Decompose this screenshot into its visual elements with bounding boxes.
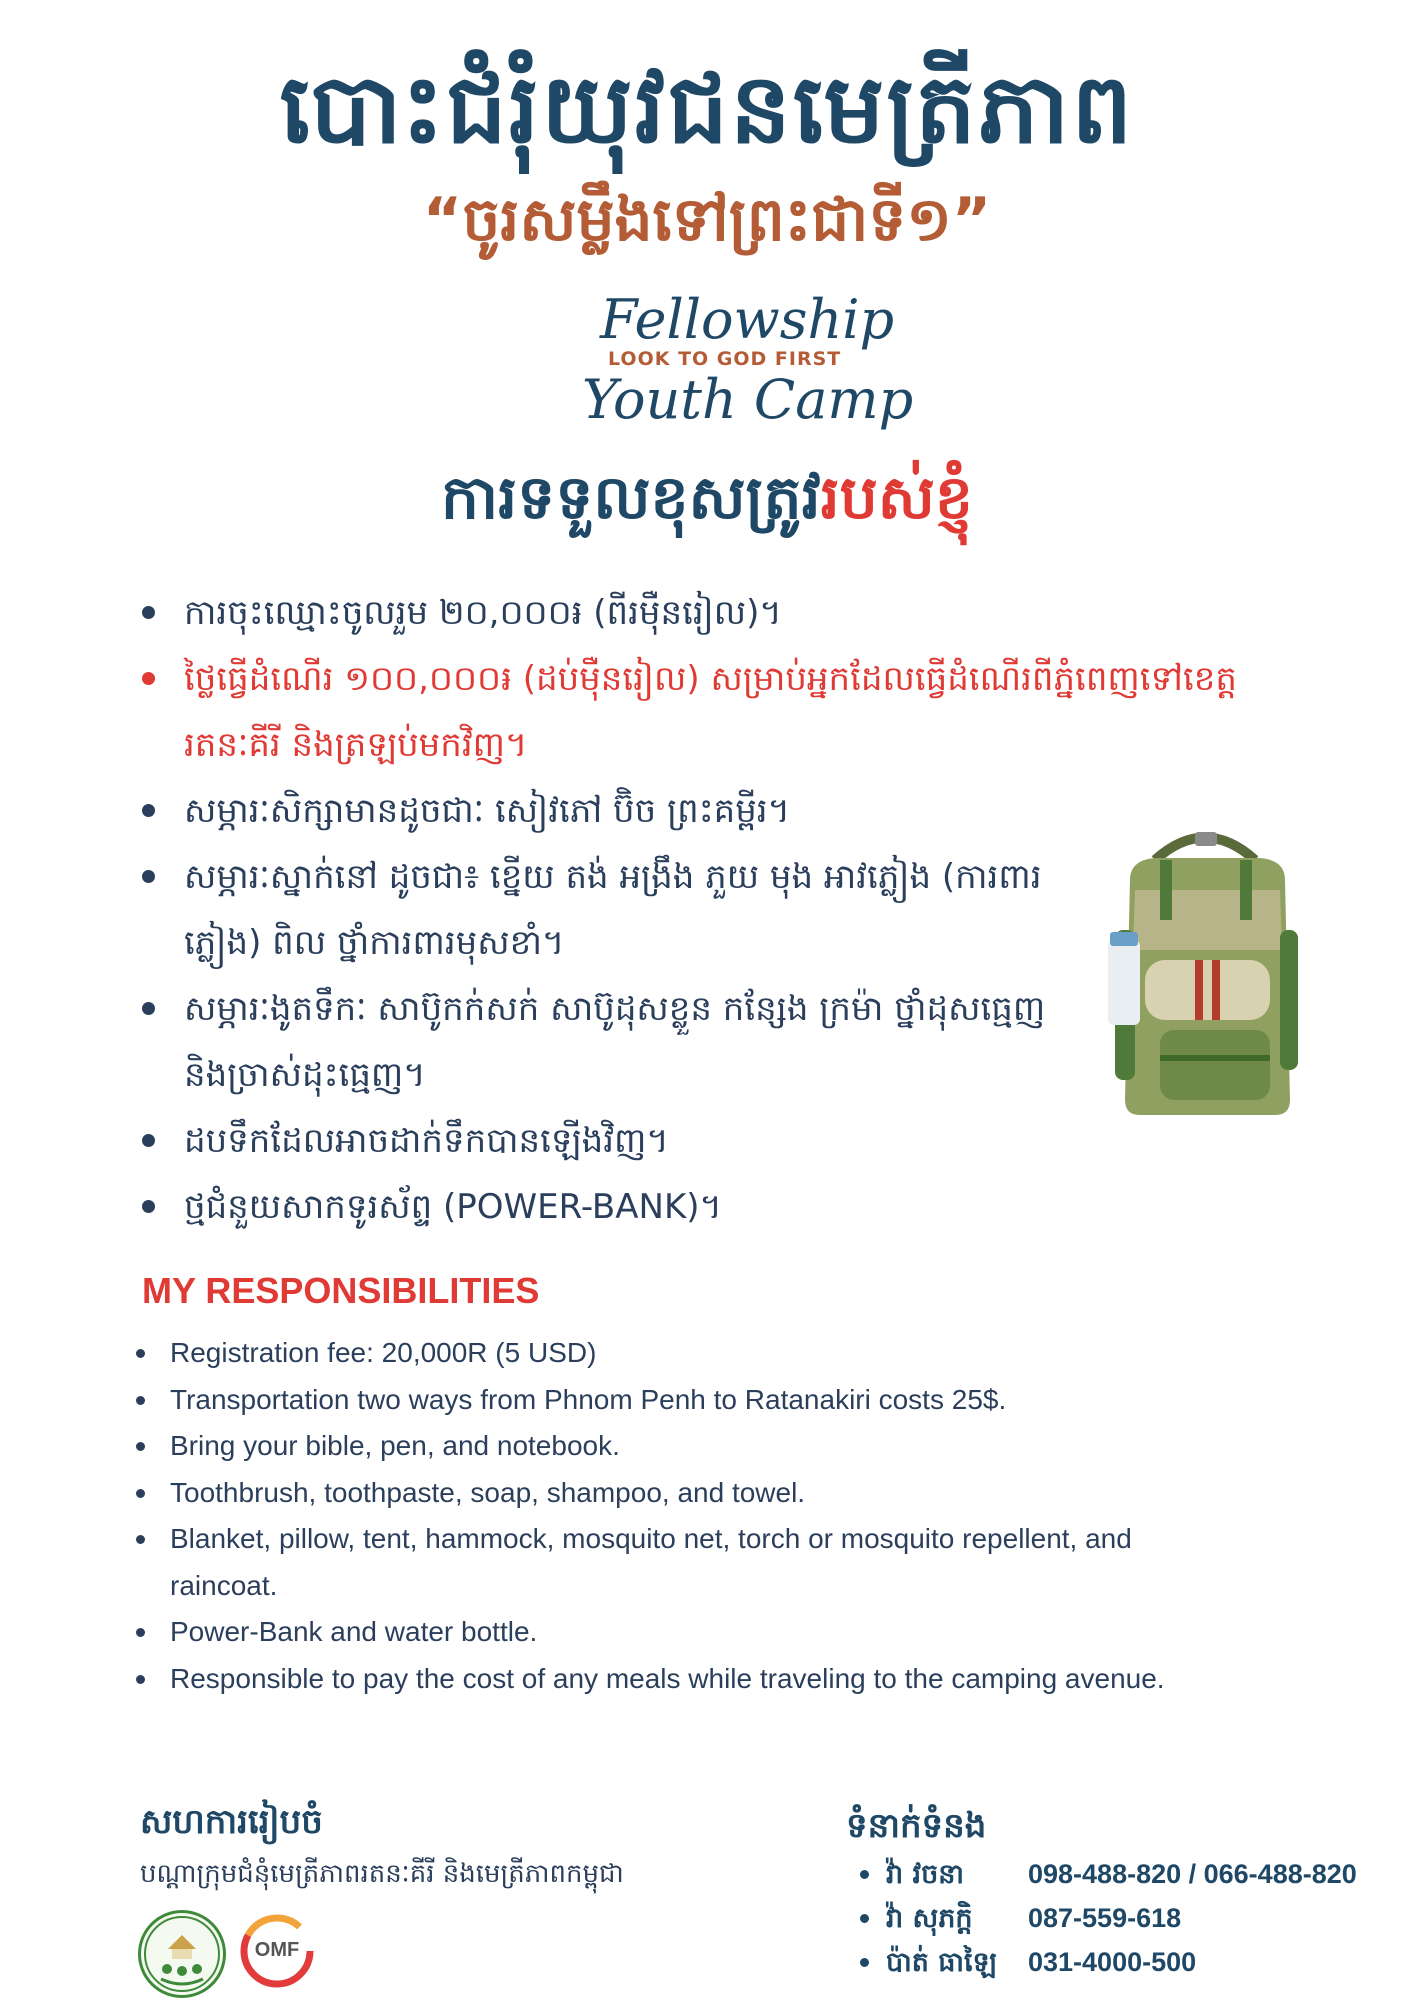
organizers-text: បណ្ដាក្រុមជំនុំមេត្រីភាពរតនៈគីរី និងមេត្រីភាពកម្ពុជា <box>140 1859 624 1889</box>
list-item: ដបទឹកដែលអាចដាក់ទឹកបានឡើងវិញ។ <box>138 1108 1258 1174</box>
list-item: Blanket, pillow, tent, hammock, mosquito net, torch or mosquito repellent, and raincoat. <box>130 1516 1240 1609</box>
contact-phone[interactable]: 031-4000-500 <box>1028 1947 1197 1977</box>
contacts-heading: ទំនាក់ទំនង <box>846 1806 987 1846</box>
list-item-highlight: ថ្លៃធ្វើដំណើរ ១០០,០០០៛ (ដប់ម៉ឺនរៀល) សម្រាប់អ្នកដែលធ្វើដំណើរពីភ្នំពេញទៅខេត្តរតនៈគីរី និងត្រឡប់មកវិញ។ <box>138 646 1244 778</box>
page-subtitle: “ចូរសម្លឹងទៅព្រះជាទី១” <box>422 185 992 255</box>
backpack-icon <box>1100 820 1310 1120</box>
omf-logo-text: OMF <box>254 1939 300 1961</box>
list-item: Registration fee: 20,000R (5 USD) <box>130 1330 1310 1377</box>
english-section-heading: MY RESPONSIBILITIES <box>142 1270 540 1311</box>
khmer-responsibility-list <box>138 580 1258 1240</box>
list-item: Responsible to pay the cost of any meals while traveling to the camping avenue. <box>130 1656 1240 1703</box>
fellowship-church-logo-icon <box>138 1910 226 1998</box>
omf-logo <box>238 1912 316 1990</box>
logo-youth-camp-text: Youth Camp <box>582 368 914 431</box>
logo-fellowship-text: Fellowship <box>600 288 895 351</box>
contact-name: ប៉ាត់ ធាឡៃ <box>886 1947 997 1978</box>
contacts-list <box>856 1852 1396 1984</box>
khmer-heading-part2: របស់ខ្ញុំ <box>820 463 974 533</box>
khmer-heading-part1: ការទទួលខុសត្រូវ <box>440 463 821 533</box>
list-item: សម្ភារៈងូតទឹកៈ សាប៊ូកក់សក់ សាប៊ូដុសខ្លួន កន្សែង ក្រម៉ា ថ្នាំដុសធ្មេញ និងច្រាស់ដុះធ្មេញ។ <box>138 976 1064 1108</box>
list-item: សម្ភារៈស្នាក់នៅ ដូចជា៖ ខ្នើយ តង់ អង្រឹង ភួយ មុង អាវភ្លៀង (ការពារភ្លៀង) ពិល ថ្នាំការពារមុសខាំ។ <box>138 844 1064 976</box>
organizers-heading: សហការរៀបចំ <box>140 1802 323 1842</box>
list-item: សម្ភារៈសិក្សាមានដូចជាៈ សៀវភៅ ប៊ិច ព្រះគម្ពីរ។ <box>138 778 1258 844</box>
contact-name: វ៉ា សុភក្តិ <box>886 1903 973 1934</box>
list-item: Transportation two ways from Phnom Penh to Ratanakiri costs 25$. <box>130 1377 1310 1424</box>
list-item: Bring your bible, pen, and notebook. <box>130 1423 1310 1470</box>
contact-name: វ៉ា វចនា <box>886 1859 964 1890</box>
contact-item <box>856 1852 1396 1896</box>
list-item: ការចុះឈ្មោះចូលរួម ២០,០០០៛ (ពីរម៉ឺនរៀល)។ <box>138 580 1258 646</box>
list-item: Toothbrush, toothpaste, soap, shampoo, and towel. <box>130 1470 1310 1517</box>
contact-phone[interactable]: 098-488-820 / 066-488-820 <box>1028 1859 1357 1889</box>
page-title: បោះជំរុំយុវជនមេត្រីភាព <box>279 53 1135 165</box>
contact-item <box>856 1896 1396 1940</box>
logo-tagline: LOOK TO GOD FIRST <box>608 348 842 370</box>
contact-item <box>856 1940 1396 1984</box>
english-responsibility-list <box>130 1330 1310 1702</box>
contact-phone[interactable]: 087-559-618 <box>1028 1903 1182 1933</box>
list-item: Power-Bank and water bottle. <box>130 1609 1310 1656</box>
list-item: ថ្មជំនួយសាកទូរស័ព្ទ (POWER-BANK)។ <box>138 1174 1258 1240</box>
khmer-section-heading <box>0 460 1414 548</box>
